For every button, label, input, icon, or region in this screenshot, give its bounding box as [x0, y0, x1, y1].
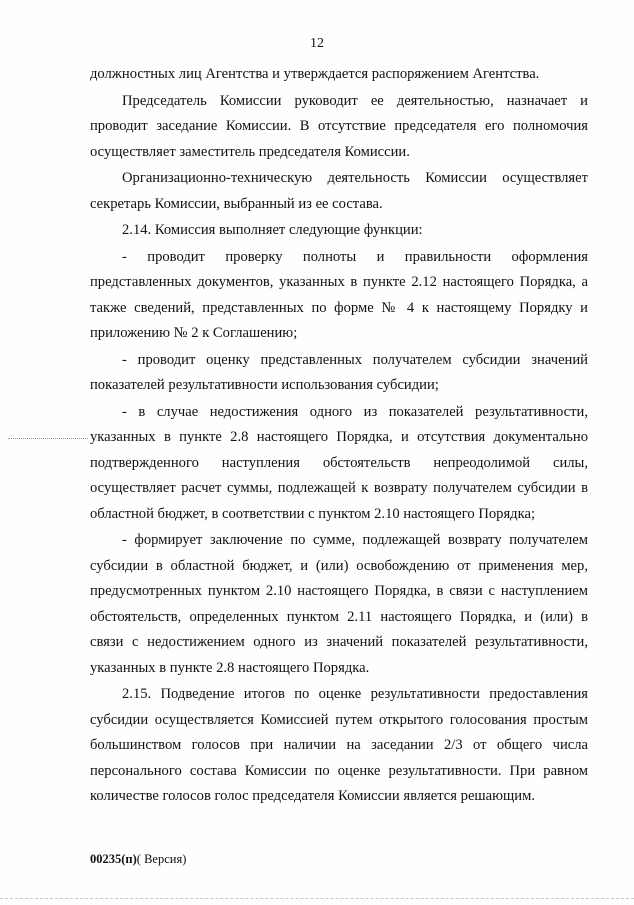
function-item-conclusion: - формирует заключение по сумме, подлежащей возврату получателем субсидии в областной бюджет, и (или) освобождению от применения мер, предусмотренных пунктом 2.10 настоящего Порядка, в связи с наступлением обстоятельств, определенных пунктом 2.11 настоящего Порядка, и (или) в связи с недостижением одного из значений показателей результативности, указанных в пункте 2.8 настоящего Порядка.	[90, 532, 588, 676]
paragraph-chairman: Председатель Комиссии руководит ее деятельностью, назначает и проводит заседание Комиссии. В отсутствие председателя его полномочия осуществляет заместитель председателя Комиссии.	[90, 92, 588, 160]
scan-edge	[0, 898, 634, 899]
function-item-check: - проводит проверку полноты и правильности оформления представленных документов, указанных в пункте 2.12 настоящего Порядка, а также сведений, представленных по форме № 4 к настоящему Порядку и приложению № 2 к Соглашению;	[90, 248, 588, 341]
paragraph-2-15: 2.15. Подведение итогов по оценке результативности предоставления субсидии осуществляется Комиссией путем открытого голосования простым большинством голосов при наличии на заседании 2/3 от общего числа персонального состава Комиссии по оценке результативности. При равном количестве голосов голос председателя Комиссии является решающим.	[90, 686, 588, 804]
document-code: 00235(п)	[90, 852, 137, 866]
scan-artifact	[8, 438, 88, 439]
paragraph-2-14: 2.14. Комиссия выполняет следующие функции:	[122, 222, 423, 238]
paragraph-continuation: должностных лиц Агентства и утверждается распоряжением Агентства.	[90, 66, 540, 82]
document-footer	[90, 852, 186, 867]
document-version: ( Версия)	[136, 852, 187, 866]
function-item-evaluate: - проводит оценку представленных получателем субсидии значений показателей результативности использования субсидии;	[90, 351, 588, 393]
function-item-calculate: - в случае недостижения одного из показателей результативности, указанных в пункте 2.8 настоящего Порядка, и отсутствия документально подтвержденного наступления обстоятельств непреодолимой силы, осуществляет расчет суммы, подлежащей к возврату получателем субсидии в областной бюджет, в соответствии с пунктом 2.10 настоящего Порядка;	[90, 403, 588, 522]
page-number: 12	[310, 36, 324, 51]
paragraph-secretary: Организационно-техническую деятельность Комиссии осуществляет секретарь Комиссии, выбранный из ее состава.	[90, 170, 588, 212]
document-body	[90, 62, 588, 810]
